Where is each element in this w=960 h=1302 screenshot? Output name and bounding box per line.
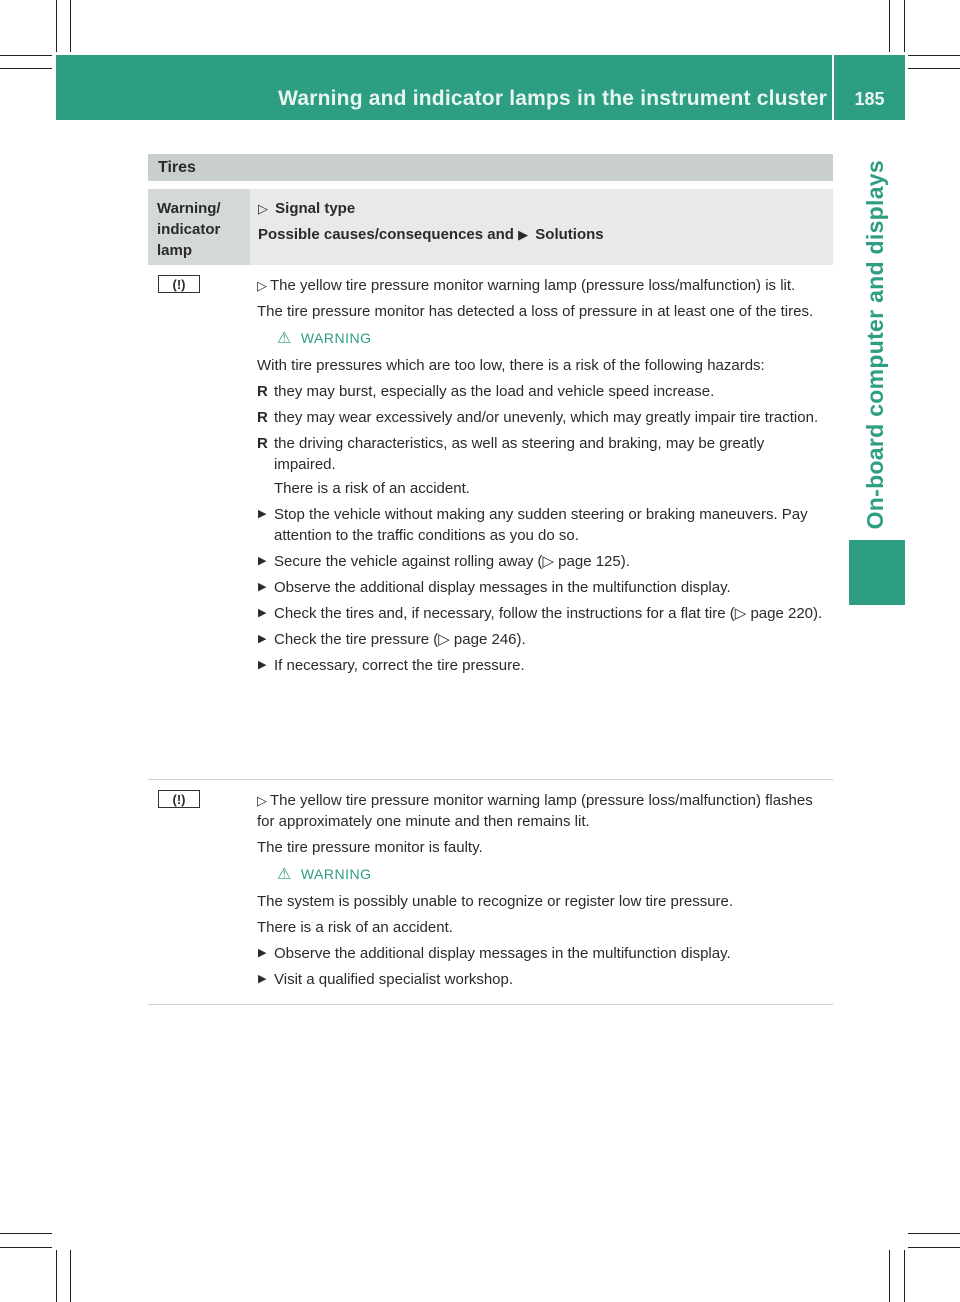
warning-label: WARNING [300, 866, 372, 882]
signal-text: ▷ The yellow tire pressure monitor warning lamp (pressure loss/malfunction) flashes for approximately one minute and then remains lit. [257, 792, 813, 830]
causes-label: Possible causes/consequences and [258, 226, 514, 243]
lamp-cell [158, 275, 200, 293]
page-number: 185 [854, 89, 885, 109]
side-tab-label: On-board computer and displays [861, 160, 888, 530]
hazard-item: R they may wear excessively and/or unevenly, which may greatly impair tire traction. [257, 409, 819, 426]
crop-mark [56, 0, 57, 52]
step-arrow-icon: ▶ [258, 659, 267, 671]
step-item: ▶ Stop the vehicle without making any sudden steering or braking maneuvers. Pay attention to the traffic conditions as you do so. [258, 506, 808, 544]
warning-label: WARNING [300, 330, 372, 346]
signal-type-icon: ▷ [257, 793, 267, 808]
crop-mark [0, 68, 52, 69]
cause-text: The tire pressure monitor is faulty. [257, 839, 483, 856]
crop-mark [904, 0, 905, 52]
warning-text: The system is possibly unable to recognize or register low tire pressure. [257, 893, 734, 910]
step-item: ▶ Check the tires and, if necessary, follow the instructions for a flat tire (▷ page 220). [258, 605, 823, 622]
warning-heading [277, 328, 827, 349]
lamp-cell [158, 790, 200, 808]
warning-triangle-icon: ⚠ [277, 330, 292, 347]
section-title: Tires [148, 154, 833, 181]
cause-text: The tire pressure monitor has detected a loss of pressure in at least one of the tires. [257, 303, 814, 320]
crop-mark [56, 1250, 57, 1302]
warning-triangle-icon: ⚠ [277, 866, 292, 883]
crop-mark [70, 1250, 71, 1302]
crop-mark [908, 1247, 960, 1248]
solutions-icon: ▶ [518, 227, 529, 242]
crop-mark [889, 0, 890, 52]
risk-text: There is a risk of an accident. [274, 480, 470, 497]
description-cell [257, 275, 827, 681]
column-header-lamp-line: Warning/ [157, 200, 221, 217]
side-tab-block [849, 540, 905, 605]
step-arrow-icon: ▶ [258, 508, 267, 520]
crop-mark [70, 0, 71, 52]
row-divider [148, 779, 833, 780]
step-arrow-icon: ▶ [258, 973, 267, 985]
step-item: ▶ Visit a qualified specialist workshop. [258, 971, 514, 988]
column-header-lamp-line: indicator [157, 221, 221, 238]
step-arrow-icon: ▶ [258, 555, 267, 567]
step-item: ▶ Secure the vehicle against rolling away (▷ page 125). [258, 553, 630, 570]
crop-mark [908, 1233, 960, 1234]
step-arrow-icon: ▶ [258, 581, 267, 593]
step-arrow-icon: ▶ [258, 947, 267, 959]
signal-type-icon: ▷ [258, 201, 268, 216]
tire-pressure-lamp-icon: (!) [158, 790, 200, 808]
column-header-lamp [148, 189, 250, 265]
risk-text: There is a risk of an accident. [257, 919, 453, 936]
solutions-label: Solutions [535, 226, 604, 243]
crop-mark [0, 1233, 52, 1234]
step-arrow-icon: ▶ [258, 607, 267, 619]
bullet-icon: R [257, 409, 268, 426]
step-item: ▶ If necessary, correct the tire pressure. [258, 657, 525, 674]
row-divider [148, 1004, 833, 1005]
column-header-lamp-line: lamp [157, 242, 193, 259]
tire-pressure-lamp-icon: (!) [158, 275, 200, 293]
crop-mark [908, 55, 960, 56]
warning-heading [277, 864, 827, 885]
step-arrow-icon: ▶ [258, 633, 267, 645]
step-item: ▶ Check the tire pressure (▷ page 246). [258, 631, 526, 648]
step-item: ▶ Observe the additional display messages in the multifunction display. [258, 945, 731, 962]
hazard-item: R they may burst, especially as the load and vehicle speed increase. [257, 383, 715, 400]
bullet-icon: R [257, 383, 268, 400]
signal-type-label: Signal type [275, 200, 356, 217]
step-item: ▶ Observe the additional display messages in the multifunction display. [258, 579, 731, 596]
crop-mark [889, 1250, 890, 1302]
column-header-signal [250, 189, 833, 265]
crop-mark [0, 1247, 52, 1248]
description-cell [257, 790, 827, 995]
bullet-icon: R [257, 435, 268, 452]
page-title: Warning and indicator lamps in the instrument cluster [278, 87, 827, 110]
signal-text: ▷ The yellow tire pressure monitor warning lamp (pressure loss/malfunction) is lit. [257, 277, 796, 294]
signal-type-icon: ▷ [257, 278, 267, 293]
hazard-item: R the driving characteristics, as well as steering and braking, may be greatly impaired. [257, 435, 765, 473]
crop-mark [908, 68, 960, 69]
crop-mark [0, 55, 52, 56]
warning-intro: With tire pressures which are too low, there is a risk of the following hazards: [257, 357, 765, 374]
crop-mark [904, 1250, 905, 1302]
